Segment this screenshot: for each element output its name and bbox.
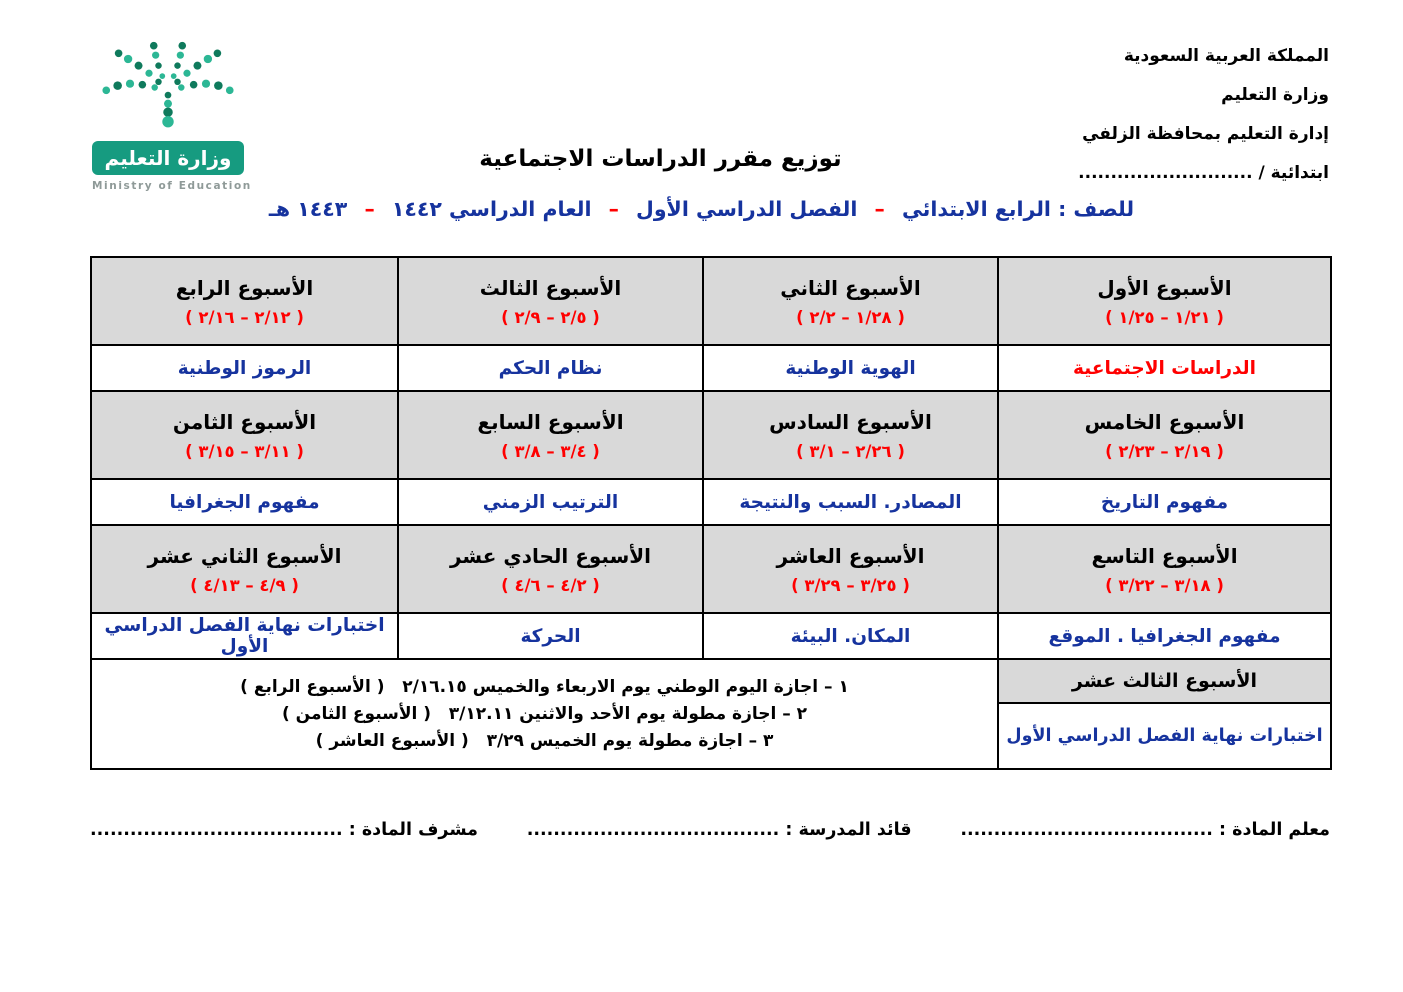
final-exam-cell: اختبارات نهاية الفصل الدراسي الأول (998, 703, 1331, 769)
week-name: الأسبوع السادس (769, 409, 932, 434)
topic-cell: مفهوم التاريخ (998, 479, 1331, 525)
topic-cell: مفهوم الجغرافيا (91, 479, 398, 525)
week-cell (703, 257, 998, 345)
topics-1-row (91, 345, 1331, 391)
topic-cell: المكان. البيئة (703, 613, 998, 659)
week13-row (91, 659, 1331, 703)
topics-3-row (91, 613, 1331, 659)
education-department: إدارة التعليم بمحافظة الزلفي (1082, 124, 1329, 144)
subject-title-cell: الدراسات الاجتماعية (998, 345, 1331, 391)
week-name: الأسبوع الرابع (175, 275, 314, 300)
week-dates: ( ٣/٢٥ – ٣/٢٩ ) (791, 575, 910, 595)
week-name: الأسبوع الثالث (479, 275, 622, 300)
week-name: الأسبوع العاشر (776, 543, 925, 568)
topic-cell: الحركة (398, 613, 703, 659)
topic-cell: اختبارات نهاية الفصل الدراسي الأول (91, 613, 398, 659)
palm-dots-icon (92, 40, 244, 135)
week-name: الأسبوع الحادي عشر (449, 543, 652, 568)
week-dates: ( ١/٢١ – ١/٢٥ ) (1105, 307, 1224, 327)
separator-dash: – (608, 197, 619, 221)
academic-year-label: العام الدراسي ١٤٤٢ (391, 197, 592, 221)
week-cell (91, 525, 398, 613)
holiday-notes-cell (91, 659, 998, 769)
week-dates: ( ٢/١٩ – ٢/٢٣ ) (1105, 441, 1224, 461)
week-cell (398, 525, 703, 613)
curriculum-table (90, 256, 1332, 770)
separator-dash: – (364, 197, 375, 221)
week-dates: ( ٤/٢ – ٤/٦ ) (501, 575, 600, 595)
week-cell (703, 391, 998, 479)
document-title: توزيع مقرر الدراسات الاجتماعية (479, 146, 842, 172)
topic-cell: نظام الحكم (398, 345, 703, 391)
week-name: الأسبوع الأول (1097, 275, 1232, 300)
class-label: للصف : الرابع الابتدائي (901, 197, 1135, 221)
holiday-note: ٣ – اجازة مطولة يوم الخميس ٣/٢٩ ( الأسبوع العاشر ) (315, 731, 774, 751)
week-dates: ( ٢/١٢ – ٢/١٦ ) (185, 307, 304, 327)
week-cell (998, 257, 1331, 345)
weeks-5-8-row (91, 391, 1331, 479)
ministry-logo-arabic: وزارة التعليم (92, 141, 244, 175)
semester-label: الفصل الدراسي الأول (636, 197, 858, 221)
weeks-9-12-row (91, 525, 1331, 613)
kingdom-name: المملكة العربية السعودية (1123, 46, 1329, 66)
holiday-note: ١ – اجازة اليوم الوطني يوم الاربعاء والخميس ٢/١٦.١٥ ( الأسبوع الرابع ) (240, 677, 849, 697)
week-dates: ( ٣/١١ – ٣/١٥ ) (185, 441, 304, 461)
week13-cell: الأسبوع الثالث عشر (998, 659, 1331, 703)
week-dates: ( ٤/٩ – ٤/١٣ ) (190, 575, 299, 595)
signature-row (90, 820, 1330, 840)
week-dates: ( ٢/٢٦ – ٣/١ ) (796, 441, 905, 461)
week-name: الأسبوع السابع (477, 409, 624, 434)
week-name: الأسبوع الثامن (172, 409, 317, 434)
subject-teacher-signature: معلم المادة : ...................................... (960, 820, 1330, 840)
document-subtitle (0, 197, 1403, 221)
week-cell (398, 257, 703, 345)
week-cell (398, 391, 703, 479)
holiday-note: ٢ – اجازة مطولة يوم الأحد والاثنين ٣/١٢.١١ ( الأسبوع الثامن ) (281, 704, 808, 724)
week-cell (703, 525, 998, 613)
topics-2-row (91, 479, 1331, 525)
week-cell (998, 391, 1331, 479)
ministry-name: وزارة التعليم (1221, 85, 1329, 105)
week-name: الأسبوع الثاني عشر (147, 543, 342, 568)
topic-cell: مفهوم الجغرافيا . الموقع (998, 613, 1331, 659)
week-name: الأسبوع الخامس (1084, 409, 1245, 434)
school-name-line: ابتدائية / ........................... (1078, 163, 1329, 183)
academic-year-end: ١٤٤٣ هـ (268, 197, 348, 221)
weeks-1-4-row (91, 257, 1331, 345)
topic-cell: الهوية الوطنية (703, 345, 998, 391)
week-cell (91, 257, 398, 345)
week-cell (998, 525, 1331, 613)
separator-dash: – (874, 197, 885, 221)
week-dates: ( ٣/٤ – ٣/٨ ) (501, 441, 600, 461)
week-dates: ( ٢/٥ – ٢/٩ ) (501, 307, 600, 327)
week-dates: ( ٣/١٨ – ٣/٢٢ ) (1105, 575, 1224, 595)
topic-cell: الرموز الوطنية (91, 345, 398, 391)
subject-supervisor-signature: مشرف المادة : ...................................... (90, 820, 478, 840)
week-name: الأسبوع التاسع (1091, 543, 1238, 568)
week-dates: ( ١/٢٨ – ٢/٢ ) (796, 307, 905, 327)
week-name: الأسبوع الثاني (780, 275, 921, 300)
week-cell (91, 391, 398, 479)
topic-cell: المصادر. السبب والنتيجة (703, 479, 998, 525)
school-principal-signature: قائد المدرسة : ...................................... (526, 820, 912, 840)
topic-cell: الترتيب الزمني (398, 479, 703, 525)
ministry-logo-english: Ministry of Education (92, 180, 252, 192)
